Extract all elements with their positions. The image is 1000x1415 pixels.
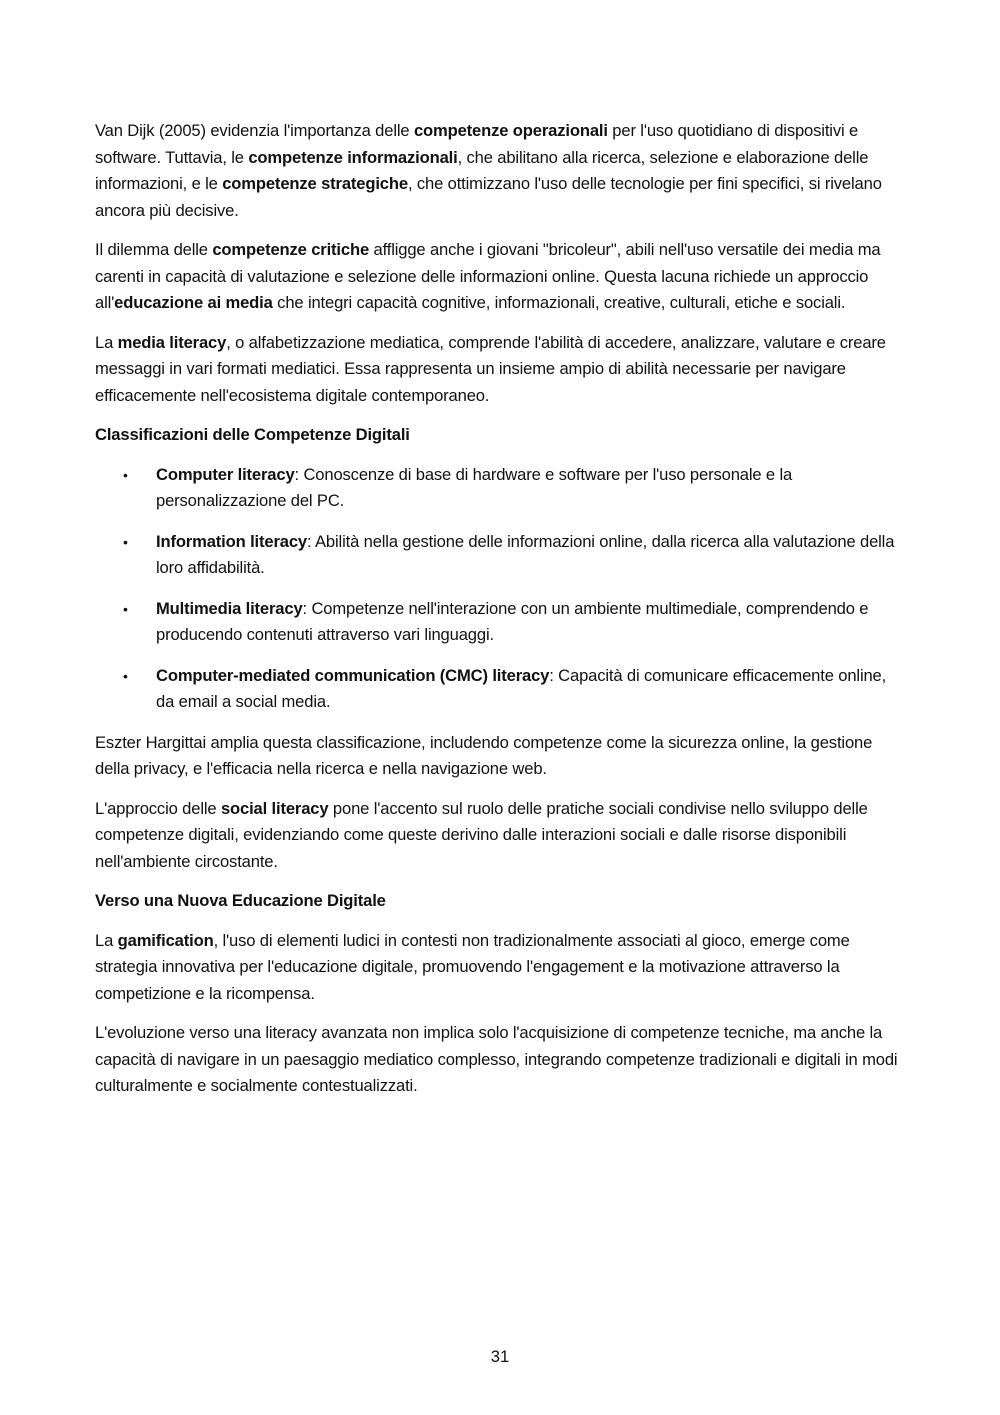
bold-term: social literacy <box>220 798 329 818</box>
bold-term: media literacy <box>117 332 227 352</box>
paragraph-gamification: La gamification, l'uso di elementi ludici in contesti non tradizionalmente associati al gioco, emerge come strategia innovativa per l'educazione digitale, promuovendo l'engagement e la motivazione attraverso la competizione e la ricompensa. <box>95 930 850 1003</box>
list-item-term: Information literacy <box>156 531 307 551</box>
paragraph-hargittai: Eszter Hargittai amplia questa classificazione, includendo competenze come la sicurezza online, la gestione della privacy, e l'efficacia nella ricerca e nella navigazione web. <box>95 732 873 778</box>
list-item <box>95 529 907 582</box>
list-item-desc: : Competenze nell'interazione con un ambiente multimediale, comprendendo e producendo contenuti attraverso vari linguaggi. <box>156 598 869 644</box>
page-number: 31 <box>490 1347 510 1366</box>
document-body <box>95 118 907 1113</box>
paragraph-critical-skills: Il dilemma delle competenze critiche affligge anche i giovani "bricoleur", abili nell'uso versatile dei media ma carenti in capacità di valutazione e selezione delle informazioni online. Questa lacuna richiede un approccio all'educazione ai media che integri capacità cognitive, informazionali, creative, culturali, etiche e sociali. <box>95 240 881 312</box>
paragraph-media-literacy: La media literacy, o alfabetizzazione mediatica, comprende l'abilità di accedere, analizzare, valutare e creare messaggi in vari formati mediatici. Essa rappresenta un insieme ampio di abilità necessarie per navigare efficacemente nell'ecosistema digitale contemporaneo. <box>95 332 886 405</box>
bold-term: gamification <box>117 930 214 950</box>
bullet-icon: • <box>123 466 128 483</box>
bold-term: competenze informazionali <box>248 147 458 167</box>
list-item <box>95 596 907 649</box>
paragraph-social-literacy: L'approccio delle social literacy pone l'accento sul ruolo delle pratiche sociali condivise nello sviluppo delle competenze digitali, evidenziando come queste derivino dalle interazioni sociali e dalle risorse disponibili nell'ambiente circostante. <box>95 798 868 871</box>
bullet-icon: • <box>123 533 128 550</box>
bold-term: competenze strategiche <box>222 174 408 193</box>
section-heading-education: Verso una Nuova Educazione Digitale <box>95 891 386 910</box>
bold-term: competenze critiche <box>212 240 370 259</box>
bullet-list <box>95 462 907 716</box>
list-item-desc: : Abilità nella gestione delle informazioni online, dalla ricerca alla valutazione della loro affidabilità. <box>156 531 895 577</box>
list-item-term: Computer literacy <box>156 464 295 484</box>
list-item-term: Multimedia literacy <box>156 598 303 618</box>
bold-term: competenze operazionali <box>413 121 608 140</box>
list-item <box>95 663 907 716</box>
paragraph-evolution: L'evoluzione verso una literacy avanzata non implica solo l'acquisizione di competenze tecniche, ma anche la capacità di navigare in un paesaggio mediatico complesso, integrando competenze tradizionali e digitali in modi culturalmente e socialmente contestualizzati. <box>95 1023 898 1095</box>
bold-term: educazione ai media <box>114 293 273 312</box>
list-item-desc: : Capacità di comunicare efficacemente online, da email a social media. <box>156 665 887 711</box>
list-item <box>95 462 907 515</box>
section-heading-classifications: Classificazioni delle Competenze Digitali <box>95 425 410 444</box>
list-item-desc: : Conoscenze di base di hardware e software per l'uso personale e la personalizzazione del PC. <box>156 464 793 510</box>
bullet-icon: • <box>123 667 128 684</box>
paragraph-van-dijk: Van Dijk (2005) evidenzia l'importanza delle competenze operazionali per l'uso quotidiano di dispositivi e software. Tuttavia, le competenze informazionali, che abilitano alla ricerca, selezione e elaborazione delle informazioni, e le competenze strategiche, che ottimizzano l'uso delle tecnologie per fini specifici, si rivelano ancora più decisive. <box>95 121 882 220</box>
bullet-icon: • <box>123 600 128 617</box>
list-item-term: Computer-mediated communication (CMC) literacy <box>156 665 550 685</box>
